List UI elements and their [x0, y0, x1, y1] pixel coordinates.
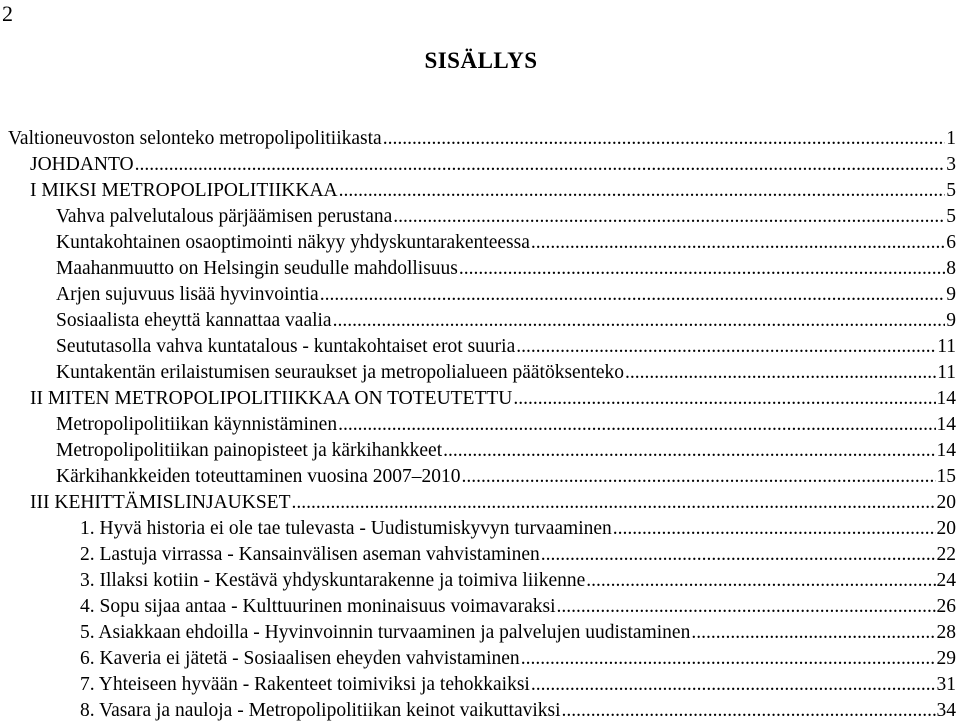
- toc-entry-label: JOHDANTO: [30, 154, 134, 175]
- toc-entry[interactable]: [30, 491, 956, 515]
- dot-leader: [557, 595, 936, 619]
- toc-entry-label: II MITEN METROPOLIPOLITIIKKAA ON TOTEUTETTU: [30, 388, 513, 409]
- toc-entry-page: 14: [936, 388, 956, 409]
- toc-entry[interactable]: [56, 283, 956, 307]
- dot-leader: [513, 387, 935, 411]
- toc-entry-label: I MIKSI METROPOLIPOLITIIKKAA: [30, 180, 338, 201]
- dot-leader: [521, 647, 936, 671]
- toc-entry[interactable]: [56, 413, 956, 437]
- dot-leader: [691, 621, 935, 645]
- toc-entry-label: Vahva palvelutalous pärjäämisen perustana: [56, 206, 393, 227]
- dot-leader: [562, 699, 936, 723]
- toc-entry-page: 22: [936, 544, 956, 565]
- toc-entry[interactable]: [30, 179, 956, 203]
- dot-leader: [339, 179, 946, 203]
- toc-entry-page: 28: [936, 622, 956, 643]
- toc-entry-label: Sosiaalista eheyttä kannattaa vaalia: [56, 310, 332, 331]
- dot-leader: [586, 569, 935, 593]
- toc-entry-label: 2. Lastuja virrassa - Kansainvälisen aseman vahvistaminen: [80, 544, 540, 565]
- toc-entry-page: 5: [946, 180, 956, 201]
- toc-entry[interactable]: [80, 699, 956, 723]
- dot-leader: [613, 517, 936, 541]
- toc-entry-page: 3: [946, 154, 956, 175]
- toc-entry[interactable]: [80, 595, 956, 619]
- toc-entry-page: 34: [936, 700, 956, 721]
- toc-entry[interactable]: [80, 543, 956, 567]
- toc-entry-label: 4. Sopu sijaa antaa - Kulttuurinen moninaisuus voimavaraksi: [80, 596, 556, 617]
- toc-entry[interactable]: [56, 309, 956, 333]
- toc-entry[interactable]: [80, 517, 956, 541]
- toc-entry-page: 9: [946, 310, 956, 331]
- dot-leader: [516, 335, 936, 359]
- toc-entry[interactable]: [80, 647, 956, 671]
- page-number: 2: [2, 1, 13, 26]
- toc-entry[interactable]: [80, 621, 956, 645]
- dot-leader: [531, 673, 936, 697]
- toc-entry-label: 7. Yhteiseen hyvään - Rakenteet toimiviksi ja tehokkaiksi: [80, 674, 530, 695]
- toc-entry[interactable]: [56, 231, 956, 255]
- dot-leader: [333, 309, 946, 333]
- toc-entry-label: Seututasolla vahva kuntatalous - kuntakohtaiset erot suuria: [56, 336, 516, 357]
- toc-entry-label: 8. Vasara ja nauloja - Metropolipolitiikan keinot vaikuttaviksi: [80, 700, 561, 721]
- toc-entry-page: 9: [946, 284, 956, 305]
- toc-entry[interactable]: [30, 153, 956, 177]
- toc-entry-label: Metropolipolitiikan painopisteet ja kärkihankkeet: [56, 440, 443, 461]
- toc-entry[interactable]: [56, 439, 956, 463]
- toc-entry-page: 20: [936, 518, 956, 539]
- toc-entry[interactable]: [8, 127, 956, 151]
- toc-entry-label: 1. Hyvä historia ei ole tae tulevasta - Uudistumiskyvyn turvaaminen: [80, 518, 612, 539]
- dot-leader: [338, 413, 935, 437]
- dot-leader: [531, 231, 945, 255]
- dot-leader: [625, 361, 936, 385]
- toc-entry-label: Maahanmuutto on Helsingin seudulle mahdollisuus: [56, 258, 458, 279]
- dot-leader: [393, 205, 945, 229]
- toc-entry[interactable]: [80, 673, 956, 697]
- toc-entry-page: 26: [936, 596, 956, 617]
- dot-leader: [462, 465, 936, 489]
- toc-entry-page: 14: [936, 440, 956, 461]
- toc-entry-page: 15: [936, 466, 956, 487]
- toc-entry[interactable]: [56, 205, 956, 229]
- toc-entry[interactable]: [80, 569, 956, 593]
- toc-entry-label: Metropolipolitiikan käynnistäminen: [56, 414, 338, 435]
- toc-entry-page: 6: [946, 232, 956, 253]
- toc-entry[interactable]: [56, 335, 956, 359]
- toc-entry-page: 14: [936, 414, 956, 435]
- toc-entry-page: 1: [946, 128, 956, 149]
- toc-entry-page: 11: [937, 362, 956, 383]
- toc-entry[interactable]: [56, 257, 956, 281]
- toc-entry-label: Kuntakentän erilaistumisen seuraukset ja metropolialueen päätöksenteko: [56, 362, 625, 383]
- toc-entry-label: 6. Kaveria ei jätetä - Sosiaalisen eheyden vahvistaminen: [80, 648, 520, 669]
- toc-entry-page: 5: [946, 206, 956, 227]
- toc-entry-label: Kärkihankkeiden toteuttaminen vuosina 2007–2010: [56, 466, 461, 487]
- toc-entry-label: 5. Asiakkaan ehdoilla - Hyvinvoinnin turvaaminen ja palvelujen uudistaminen: [80, 622, 691, 643]
- toc-entry[interactable]: [30, 387, 956, 411]
- dot-leader: [320, 283, 946, 307]
- toc-entry-page: 20: [936, 492, 956, 513]
- toc-entry[interactable]: [56, 361, 956, 385]
- dot-leader: [443, 439, 935, 463]
- toc-entry-page: 31: [936, 674, 956, 695]
- dot-leader: [541, 543, 936, 567]
- dot-leader: [292, 491, 936, 515]
- dot-leader: [383, 127, 946, 151]
- toc-entry-page: 24: [936, 570, 956, 591]
- toc-entry-label: Kuntakohtainen osaoptimointi näkyy yhdyskuntarakenteessa: [56, 232, 530, 253]
- toc-entry-label: 3. Illaksi kotiin - Kestävä yhdyskuntarakenne ja toimiva liikenne: [80, 570, 586, 591]
- toc-entry-page: 8: [946, 258, 956, 279]
- toc-entry-label: Arjen sujuvuus lisää hyvinvointia: [56, 284, 319, 305]
- page-title: SISÄLLYS: [424, 48, 538, 73]
- dot-leader: [459, 257, 945, 281]
- toc-entry-page: 29: [936, 648, 956, 669]
- toc-entry[interactable]: [56, 465, 956, 489]
- dot-leader: [135, 153, 946, 177]
- toc-entry-page: 11: [937, 336, 956, 357]
- toc-entry-label: Valtioneuvoston selonteko metropolipolitiikasta: [8, 128, 382, 149]
- toc-entry-label: III KEHITTÄMISLINJAUKSET: [30, 492, 291, 513]
